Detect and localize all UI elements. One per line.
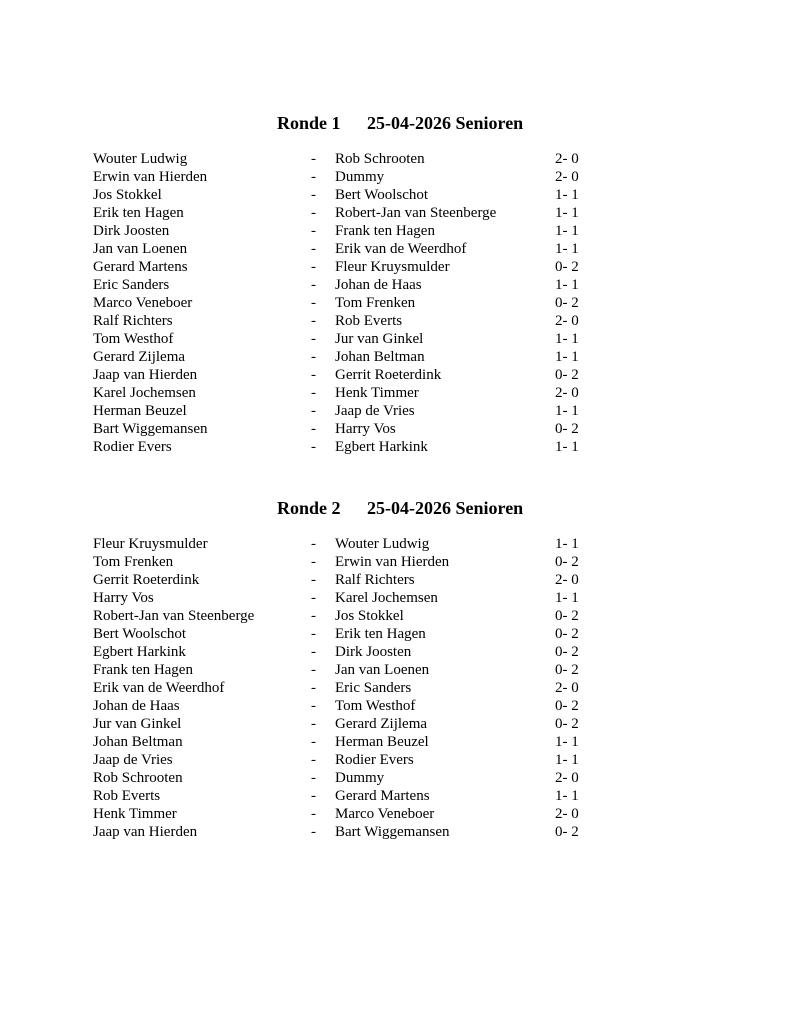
game-score: 2- 0 xyxy=(555,313,579,329)
game-score: 2- 0 xyxy=(555,680,579,696)
white-player: Karel Jochemsen xyxy=(93,385,196,401)
black-player: Johan Beltman xyxy=(335,349,425,365)
white-player: Jaap de Vries xyxy=(93,752,173,768)
pairing-row xyxy=(0,625,800,643)
pairing-separator: - xyxy=(311,626,316,642)
pairing-separator: - xyxy=(311,590,316,606)
pairing-row xyxy=(0,553,800,571)
black-player: Gerard Martens xyxy=(335,788,430,804)
pairing-row xyxy=(0,240,800,258)
black-player: Harry Vos xyxy=(335,421,396,437)
pairing-separator: - xyxy=(311,788,316,804)
white-player: Gerard Martens xyxy=(93,259,188,275)
black-player: Jos Stokkel xyxy=(335,608,404,624)
pairing-separator: - xyxy=(311,169,316,185)
pairing-row xyxy=(0,751,800,769)
game-score: 1- 1 xyxy=(555,536,579,552)
pairing-row xyxy=(0,733,800,751)
pairing-separator: - xyxy=(311,241,316,257)
black-player: Wouter Ludwig xyxy=(335,536,430,552)
white-player: Johan de Haas xyxy=(93,698,180,714)
game-score: 2- 0 xyxy=(555,151,579,167)
white-player: Fleur Kruysmulder xyxy=(93,536,208,552)
round-1-pairings xyxy=(0,150,800,456)
pairing-row xyxy=(0,769,800,787)
pairing-separator: - xyxy=(311,734,316,750)
game-score: 0- 2 xyxy=(555,554,579,570)
pairing-row xyxy=(0,384,800,402)
white-player: Gerrit Roeterdink xyxy=(93,572,200,588)
black-player: Karel Jochemsen xyxy=(335,590,438,606)
white-player: Henk Timmer xyxy=(93,806,177,822)
game-score: 1- 1 xyxy=(555,223,579,239)
pairing-separator: - xyxy=(311,439,316,455)
pairing-separator: - xyxy=(311,554,316,570)
game-score: 0- 2 xyxy=(555,644,579,660)
round-1-group: Senioren xyxy=(455,113,524,133)
pairing-row xyxy=(0,679,800,697)
game-score: 1- 1 xyxy=(555,734,579,750)
black-player: Dirk Joosten xyxy=(335,644,412,660)
black-player: Tom Frenken xyxy=(335,295,416,311)
white-player: Johan Beltman xyxy=(93,734,183,750)
game-score: 1- 1 xyxy=(555,187,579,203)
game-score: 0- 2 xyxy=(555,824,579,840)
pairing-row xyxy=(0,805,800,823)
pairing-row xyxy=(0,168,800,186)
pairing-row xyxy=(0,438,800,456)
pairing-separator: - xyxy=(311,770,316,786)
black-player: Gerrit Roeterdink xyxy=(335,367,442,383)
game-score: 0- 2 xyxy=(555,608,579,624)
black-player: Rob Everts xyxy=(335,313,403,329)
black-player: Henk Timmer xyxy=(335,385,419,401)
pairing-row xyxy=(0,715,800,733)
white-player: Gerard Zijlema xyxy=(93,349,186,365)
pairing-separator: - xyxy=(311,421,316,437)
black-player: Jur van Ginkel xyxy=(335,331,424,347)
pairing-separator: - xyxy=(311,806,316,822)
pairing-row xyxy=(0,258,800,276)
white-player: Marco Veneboer xyxy=(93,295,193,311)
black-player: Jan van Loenen xyxy=(335,662,430,678)
round-2-group: Senioren xyxy=(455,498,524,518)
pairing-separator: - xyxy=(311,367,316,383)
pairing-row xyxy=(0,787,800,805)
white-player: Erik van de Weerdhof xyxy=(93,680,225,696)
black-player: Bart Wiggemansen xyxy=(335,824,450,840)
game-score: 2- 0 xyxy=(555,770,579,786)
pairing-row xyxy=(0,186,800,204)
black-player: Marco Veneboer xyxy=(335,806,435,822)
pairing-separator: - xyxy=(311,536,316,552)
pairing-row xyxy=(0,276,800,294)
pairing-row xyxy=(0,366,800,384)
pairing-row xyxy=(0,571,800,589)
game-score: 2- 0 xyxy=(555,169,579,185)
pairing-row xyxy=(0,348,800,366)
game-score: 1- 1 xyxy=(555,752,579,768)
game-score: 0- 2 xyxy=(555,295,579,311)
white-player: Jos Stokkel xyxy=(93,187,162,203)
game-score: 1- 1 xyxy=(555,331,579,347)
pairing-row xyxy=(0,589,800,607)
game-score: 1- 1 xyxy=(555,241,579,257)
round-2-pairings xyxy=(0,535,800,841)
white-player: Egbert Harkink xyxy=(93,644,186,660)
white-player: Jan van Loenen xyxy=(93,241,188,257)
black-player: Rodier Evers xyxy=(335,752,414,768)
round-2-date: 25-04-2026 xyxy=(367,498,452,518)
black-player: Ralf Richters xyxy=(335,572,415,588)
round-2-label: Ronde 2 xyxy=(277,498,341,518)
game-score: 0- 2 xyxy=(555,716,579,732)
pairing-row xyxy=(0,823,800,841)
pairing-separator: - xyxy=(311,716,316,732)
black-player: Rob Schrooten xyxy=(335,151,425,167)
white-player: Jaap van Hierden xyxy=(93,824,198,840)
game-score: 0- 2 xyxy=(555,662,579,678)
black-player: Johan de Haas xyxy=(335,277,422,293)
game-score: 1- 1 xyxy=(555,788,579,804)
white-player: Frank ten Hagen xyxy=(93,662,193,678)
black-player: Dummy xyxy=(335,169,385,185)
pairing-separator: - xyxy=(311,680,316,696)
pairing-separator: - xyxy=(311,295,316,311)
game-score: 2- 0 xyxy=(555,385,579,401)
black-player: Robert-Jan van Steenberge xyxy=(335,205,497,221)
pairing-separator: - xyxy=(311,662,316,678)
pairing-row xyxy=(0,312,800,330)
pairing-separator: - xyxy=(311,608,316,624)
white-player: Rob Schrooten xyxy=(93,770,183,786)
white-player: Jur van Ginkel xyxy=(93,716,182,732)
pairing-separator: - xyxy=(311,277,316,293)
black-player: Fleur Kruysmulder xyxy=(335,259,450,275)
white-player: Tom Frenken xyxy=(93,554,174,570)
pairing-row xyxy=(0,607,800,625)
game-score: 2- 0 xyxy=(555,572,579,588)
white-player: Wouter Ludwig xyxy=(93,151,188,167)
white-player: Ralf Richters xyxy=(93,313,173,329)
round-1-label: Ronde 1 xyxy=(277,113,341,133)
pairing-separator: - xyxy=(311,313,316,329)
white-player: Dirk Joosten xyxy=(93,223,170,239)
game-score: 1- 1 xyxy=(555,205,579,221)
black-player: Herman Beuzel xyxy=(335,734,429,750)
white-player: Bert Woolschot xyxy=(93,626,187,642)
black-player: Erwin van Hierden xyxy=(335,554,450,570)
white-player: Rob Everts xyxy=(93,788,161,804)
black-player: Tom Westhof xyxy=(335,698,416,714)
pairing-row xyxy=(0,294,800,312)
black-player: Erik ten Hagen xyxy=(335,626,426,642)
round-1-title xyxy=(277,112,523,134)
round-1-date: 25-04-2026 xyxy=(367,113,452,133)
pairing-row xyxy=(0,643,800,661)
pairing-separator: - xyxy=(311,752,316,768)
pairing-separator: - xyxy=(311,205,316,221)
pairing-row xyxy=(0,150,800,168)
game-score: 0- 2 xyxy=(555,421,579,437)
pairing-separator: - xyxy=(311,349,316,365)
round-2-title xyxy=(277,497,523,519)
game-score: 1- 1 xyxy=(555,590,579,606)
white-player: Harry Vos xyxy=(93,590,154,606)
game-score: 1- 1 xyxy=(555,277,579,293)
game-score: 1- 1 xyxy=(555,439,579,455)
white-player: Rodier Evers xyxy=(93,439,172,455)
pairing-row xyxy=(0,222,800,240)
white-player: Jaap van Hierden xyxy=(93,367,198,383)
pairing-separator: - xyxy=(311,385,316,401)
game-score: 0- 2 xyxy=(555,626,579,642)
game-score: 0- 2 xyxy=(555,698,579,714)
pairing-row xyxy=(0,204,800,222)
black-player: Bert Woolschot xyxy=(335,187,429,203)
pairing-separator: - xyxy=(311,698,316,714)
game-score: 1- 1 xyxy=(555,403,579,419)
pairing-separator: - xyxy=(311,187,316,203)
white-player: Bart Wiggemansen xyxy=(93,421,208,437)
black-player: Eric Sanders xyxy=(335,680,412,696)
game-score: 2- 0 xyxy=(555,806,579,822)
game-score: 1- 1 xyxy=(555,349,579,365)
black-player: Egbert Harkink xyxy=(335,439,428,455)
black-player: Jaap de Vries xyxy=(335,403,415,419)
black-player: Erik van de Weerdhof xyxy=(335,241,467,257)
black-player: Frank ten Hagen xyxy=(335,223,435,239)
pairing-row xyxy=(0,420,800,438)
pairing-row xyxy=(0,330,800,348)
pairing-separator: - xyxy=(311,259,316,275)
white-player: Eric Sanders xyxy=(93,277,170,293)
pairing-row xyxy=(0,697,800,715)
pairing-row xyxy=(0,661,800,679)
pairing-row xyxy=(0,402,800,420)
white-player: Erwin van Hierden xyxy=(93,169,208,185)
black-player: Dummy xyxy=(335,770,385,786)
black-player: Gerard Zijlema xyxy=(335,716,428,732)
white-player: Erik ten Hagen xyxy=(93,205,184,221)
pairing-separator: - xyxy=(311,572,316,588)
pairing-separator: - xyxy=(311,644,316,660)
game-score: 0- 2 xyxy=(555,259,579,275)
pairing-separator: - xyxy=(311,403,316,419)
pairing-separator: - xyxy=(311,331,316,347)
white-player: Robert-Jan van Steenberge xyxy=(93,608,255,624)
pairing-separator: - xyxy=(311,824,316,840)
white-player: Tom Westhof xyxy=(93,331,174,347)
white-player: Herman Beuzel xyxy=(93,403,187,419)
pairing-separator: - xyxy=(311,223,316,239)
pairing-separator: - xyxy=(311,151,316,167)
game-score: 0- 2 xyxy=(555,367,579,383)
pairing-row xyxy=(0,535,800,553)
